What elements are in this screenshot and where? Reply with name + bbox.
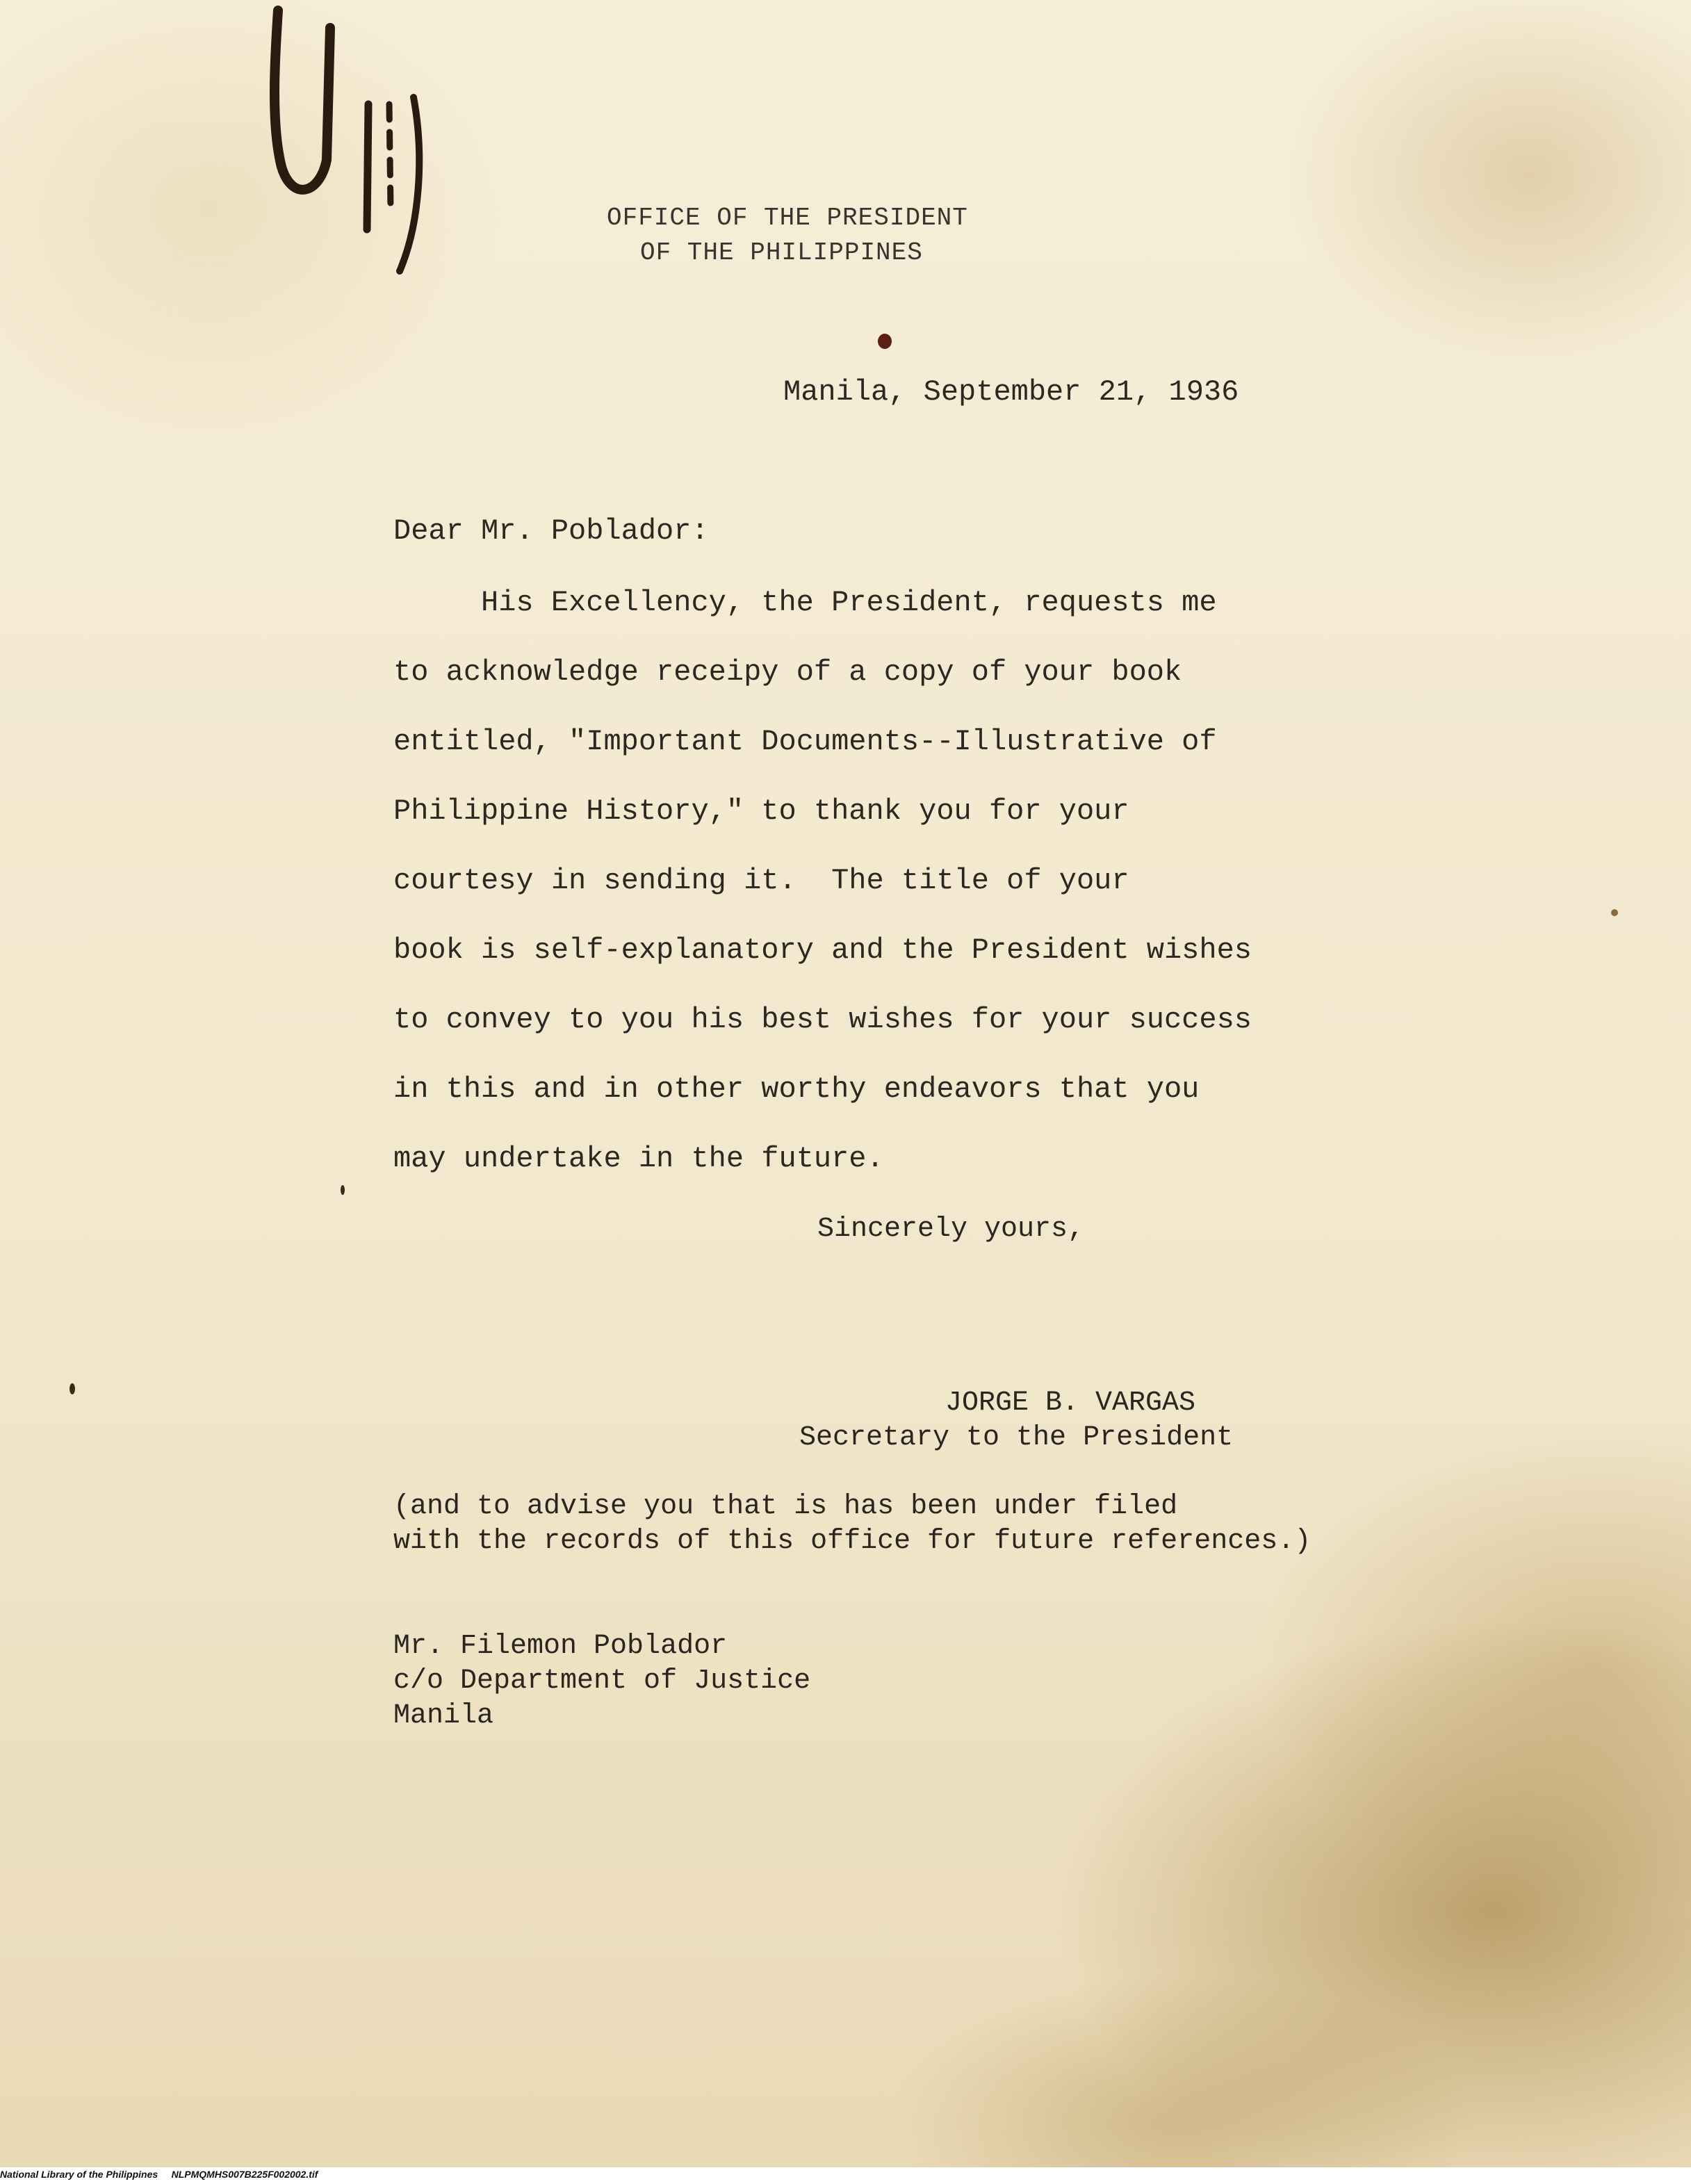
body-line: to acknowledge receipy of a copy of your book — [393, 655, 1182, 689]
archive-footer: National Library of the Philippines NLPMQMHS007B225F002002.tif — [0, 2169, 318, 2180]
postscript-line-1: (and to advise you that is has been under filed — [393, 1491, 1178, 1522]
addressee-name: Mr. Filemon Poblador — [393, 1631, 728, 1662]
ink-spot — [878, 334, 892, 349]
body-line: book is self-explanatory and the President wishes — [393, 934, 1252, 967]
letterhead-line-1: OFFICE OF THE PRESIDENT — [607, 204, 968, 232]
body-line: courtesy in sending it. The title of your — [393, 864, 1129, 897]
closing: Sincerely yours, — [817, 1214, 1085, 1245]
handwritten-mark — [264, 0, 445, 285]
body-line: may undertake in the future. — [393, 1142, 884, 1175]
signatory-title: Secretary to the President — [799, 1422, 1234, 1453]
body-line: to convey to you his best wishes for your success — [393, 1003, 1252, 1036]
paper-speck — [1611, 909, 1618, 916]
paper-speck — [341, 1185, 345, 1195]
body-line: His Excellency, the President, requests me — [481, 586, 1217, 619]
letterhead-line-2: OF THE PHILIPPINES — [640, 238, 923, 267]
addressee-city: Manila — [393, 1700, 494, 1731]
body-line: entitled, "Important Documents--Illustrative of — [393, 725, 1217, 758]
signatory-name: JORGE B. VARGAS — [945, 1387, 1196, 1419]
addressee-department: c/o Department of Justice — [393, 1665, 811, 1697]
paper-speck — [70, 1383, 75, 1394]
salutation: Dear Mr. Poblador: — [393, 514, 709, 548]
dateline: Manila, September 21, 1936 — [783, 375, 1239, 409]
postscript-line-2: with the records of this office for future references.) — [393, 1526, 1312, 1557]
body-line: in this and in other worthy endeavors that you — [393, 1073, 1200, 1106]
body-line: Philippine History," to thank you for your — [393, 794, 1129, 828]
